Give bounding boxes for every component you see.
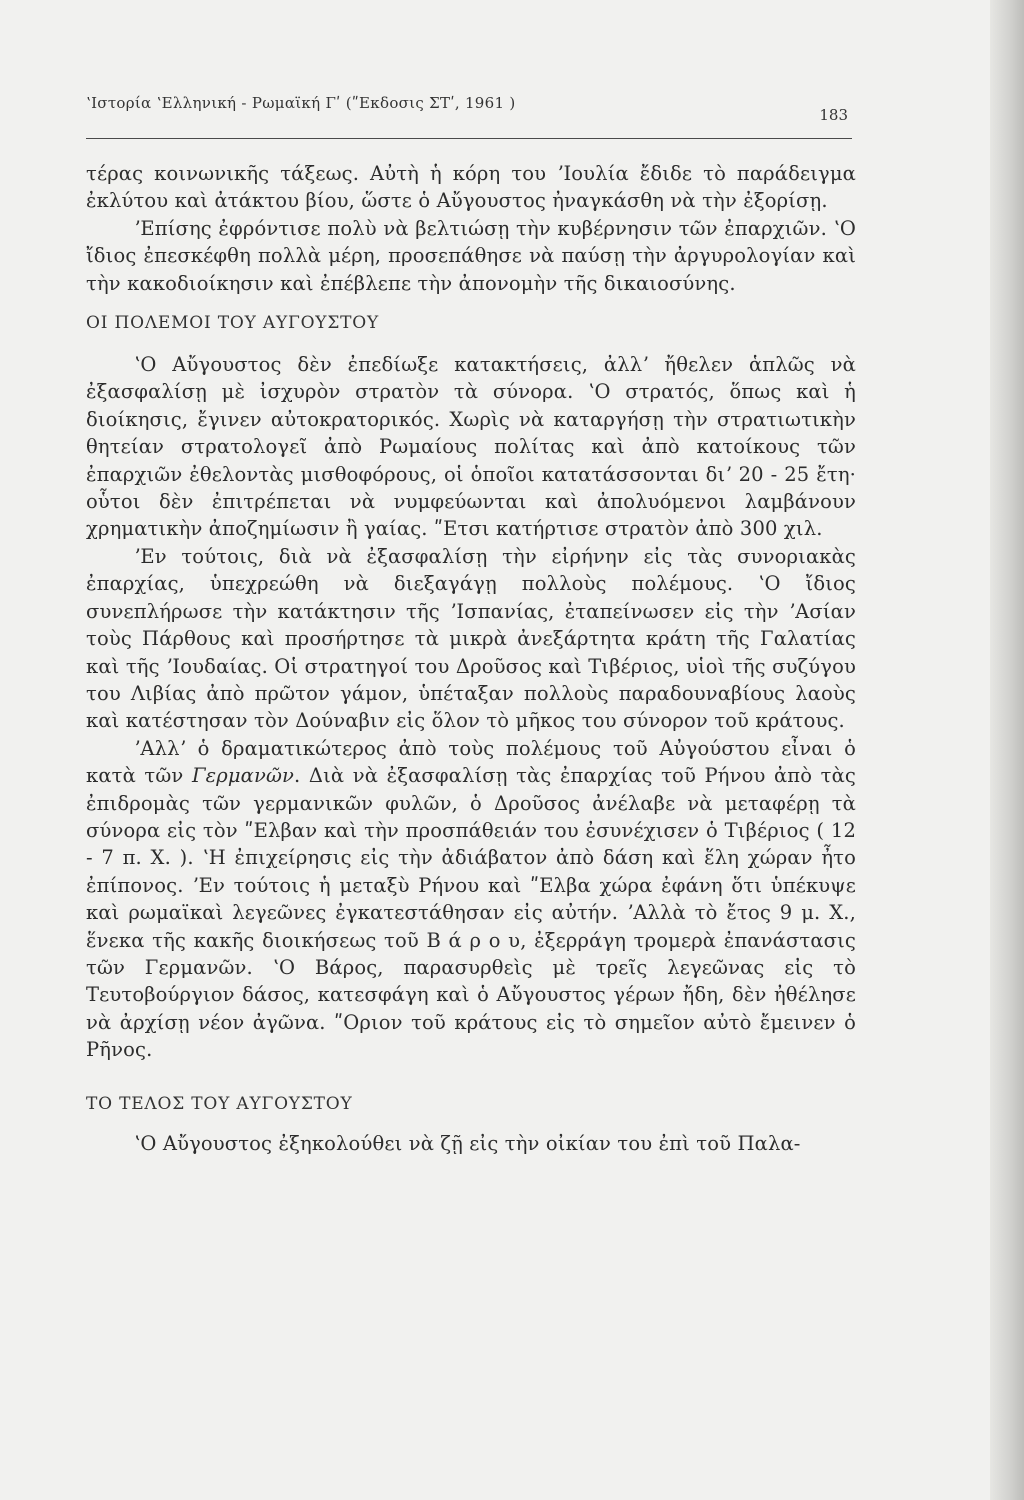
body-text — [86, 160, 856, 1157]
paragraph-1: τέρας κοινωνικῆς τάξεως. Αὐτὴ ἡ κόρη του ʼΙουλία ἔδιδε τὸ παράδειγμα ἐκλύτου καὶ ἀτάκτου βίου, ὥστε ὁ Αὔγουστος ἠναγκάσθη νὰ τὴν ἐξορίσῃ. — [86, 162, 856, 213]
paragraph-5-rest: . Διὰ νὰ ἐξασφαλίσῃ τὰς ἐπαρχίας τοῦ Ρήνου ἀπὸ τὰς ἐπιδρομὰς τῶν γερμανικῶν φυλῶν, ὁ Δροῦσος ἀνέλαβε νὰ μεταφέρῃ τὰ σύνορα εἰς τὸν ʺΕλβαν καὶ τὴν προσπάθειάν του ἐσυνέχισεν ὁ Τιβέριος ( 12 - 7 π. Χ. ). ʽΗ ἐπιχείρησις εἰς τὴν ἀδιάβατον ἀπὸ δάση καὶ ἕλη χώραν ἦτο ἐπίπονος. ʼΕν τούτοις ἡ μεταξὺ Ρήνου καὶ ʺΕλβα χώρα ἐφάνη ὅτι ὑπέκυψε καὶ ρωμαϊκαὶ λεγεῶνες ἐγκατεστάθησαν εἰς αὐτήν. ʼΑλλὰ τὸ ἔτος 9 μ. Χ., ἕνεκα τῆς κακῆς διοικήσεως τοῦ Β ά ρ ο υ, ἐξερράγη τρομερὰ ἐπανάστασις τῶν Γερμανῶν. ʽΟ Βάρος, παρασυρθεὶς μὲ τρεῖς λεγεῶνας εἰς τὸ Τευτοβούργιον δάσος, κατεσφάγη καὶ ὁ Αὔγουστος γέρων ἤδη, δὲν ἠθέλησε νὰ ἀρχίσῃ νέον ἀγῶνα. ʺΟριον τοῦ κράτους εἰς τὸ σημεῖον αὐτὸ ἔμεινεν ὁ Ρῆνος. — [86, 764, 856, 1062]
section-heading-end: ΤΟ ΤΕΛΟΣ ΤΟΥ ΑΥΓΟΥΣΤΟΥ — [86, 1093, 353, 1114]
running-title: ʽΙστορία ʽΕλληνική - Ρωμαϊκή Γʹ (ʺΕκδοσις ΣΤʹ, 1961 ) — [86, 94, 516, 112]
germans-emphasis: Γερμανῶν — [191, 764, 295, 788]
paragraph-3: ʽΟ Αὔγουστος δὲν ἐπεδίωξε κατακτήσεις, ἀλλʼ ἤθελεν ἁπλῶς νὰ ἐξασφαλίσῃ μὲ ἰσχυρὸν στρατὸν τὰ σύνορα. ʽΟ στρατός, ὅπως καὶ ἡ διοίκησις, ἔγινεν αὐτοκρατορικός. Χωρὶς νὰ καταργήσῃ τὴν στρατιωτικὴν θητείαν στρατολογεῖ ἀπὸ Ρωμαίους πολίτας καὶ ἀπὸ κατοίκους τῶν ἐπαρχιῶν ἐθελοντὰς μισθοφόρους, οἱ ὁποῖοι κατατάσσονται διʼ 20 - 25 ἔτη· οὗτοι δὲν ἐπιτρέπεται νὰ νυμφεύωνται καὶ ἀπολυόμενοι λαμβάνουν χρηματικὴν ἀποζημίωσιν ἢ γαίας. ʺΕτσι κατήρτισε στρατὸν ἀπὸ 300 χιλ. — [86, 353, 856, 541]
paragraph-5 — [86, 735, 856, 1064]
page-edge — [990, 0, 1024, 1500]
paragraph-2: ʼΕπίσης ἐφρόντισε πολὺ νὰ βελτιώσῃ τὴν κυβέρνησιν τῶν ἐπαρχιῶν. ʽΟ ἴδιος ἐπεσκέφθη πολλὰ μέρη, προσεπάθησε νὰ παύσῃ τὴν ἀργυρολογίαν καὶ τὴν κακοδιοίκησιν καὶ ἐπέβλεπε τὴν ἀπονομὴν τῆς δικαιοσύνης. — [86, 216, 856, 295]
paragraph-6: ʽΟ Αὔγουστος ἐξηκολούθει νὰ ζῇ εἰς τὴν οἰκίαν του ἐπὶ τοῦ Παλα- — [134, 1131, 801, 1155]
paragraph-4: ʼΕν τούτοις, διὰ νὰ ἐξασφαλίσῃ τὴν εἰρήνην εἰς τὰς συνοριακὰς ἐπαρχίας, ὑπεχρεώθη νὰ διεξαγάγῃ πολλοὺς πολέμους. ʽΟ ἴδιος συνεπλήρωσε τὴν κατάκτησιν τῆς ʼΙσπανίας, ἐταπείνωσεν εἰς τὴν ʼΑσίαν τοὺς Πάρθους καὶ προσήρτησε τὰ μικρὰ ἀνεξάρτητα κράτη τῆς Γαλατίας καὶ τῆς ʼΙουδαίας. Οἱ στρατηγοί του Δροῦσος καὶ Τιβέριος, υἱοὶ τῆς συζύγου του Λιβίας ἀπὸ πρῶτον γάμον, ὑπέταξαν πολλοὺς παραδουναβίους λαοὺς καὶ κατέστησαν τὸν Δούναβιν εἰς ὅλον τὸ μῆκος του σύνορον τοῦ κράτους. — [86, 544, 856, 733]
paragraph-5-start: ʼΑλλʼ ὁ δραματικώτερος ἀπὸ τοὺς πολέμους τοῦ Αὐγούστου εἶναι ὁ κατὰ τῶν — [86, 736, 856, 788]
section-heading-wars: ΟΙ ΠΟΛΕΜΟΙ ΤΟΥ ΑΥΓΟΥΣΤΟΥ — [86, 313, 380, 334]
page-number: 183 — [819, 106, 848, 124]
running-header — [86, 94, 852, 139]
